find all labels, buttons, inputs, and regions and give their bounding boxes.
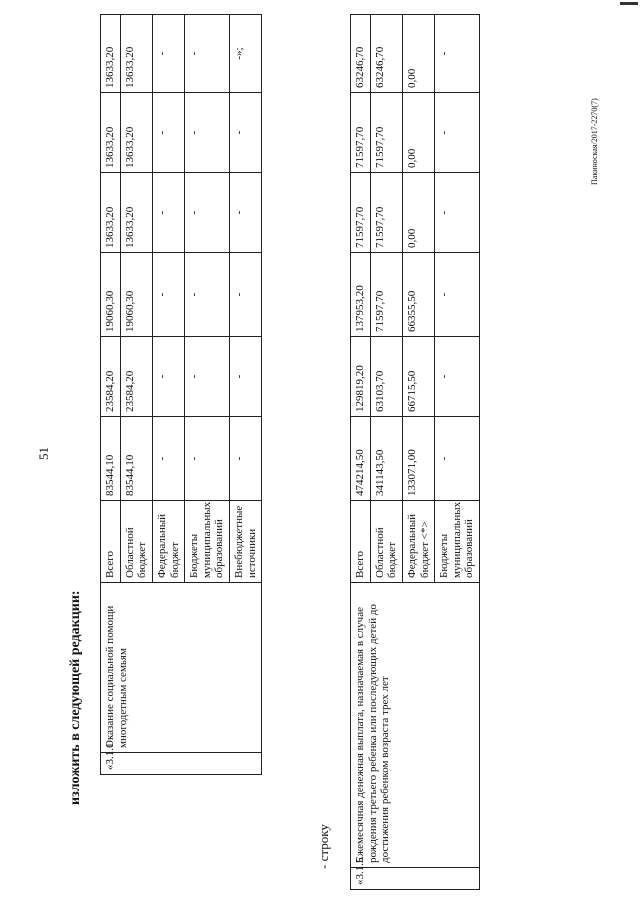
value-cell: 63246,70 (351, 15, 371, 93)
table-3-1-1 (100, 14, 262, 775)
value-cell: 0,00 (402, 173, 434, 253)
value-cell: 63246,70 (370, 15, 402, 93)
replace-line-text: - строку (316, 824, 331, 869)
row-name: Оказание социальной помощи многодетным семьям (101, 583, 262, 753)
value-cell: - (185, 173, 230, 253)
value-cell: 71597,70 (370, 253, 402, 337)
value-cell: - (230, 93, 262, 173)
value-cell: - (230, 337, 262, 417)
value-cell: - (435, 173, 480, 253)
value-cell: 63103,70 (370, 337, 402, 417)
page-number: 51 (36, 447, 51, 460)
value-cell: 13633,20 (101, 15, 121, 93)
value-cell: 129819,20 (351, 337, 371, 417)
source-cell: Областной бюджет (370, 501, 402, 583)
row-code: «3.1.5 (351, 868, 480, 890)
value-cell: - (152, 417, 184, 501)
table-3-1-5 (350, 14, 480, 890)
source-cell: Всего (101, 501, 121, 583)
value-cell: - (185, 15, 230, 93)
value-cell: - (435, 93, 480, 173)
value-cell: - (230, 253, 262, 337)
value-cell: 71597,70 (370, 173, 402, 253)
document-code: Пакиноская/2017-2270(7) (590, 98, 599, 185)
value-cell: - (185, 253, 230, 337)
value-cell: 66715,50 (402, 337, 434, 417)
source-cell: Бюджеты муниципальных образований (435, 501, 480, 583)
value-cell: 19060,30 (120, 253, 152, 337)
source-cell: Всего (351, 501, 371, 583)
value-cell: 13633,20 (101, 173, 121, 253)
value-cell: 137953,20 (351, 253, 371, 337)
value-cell: 13633,20 (120, 173, 152, 253)
value-cell: 83544,10 (101, 417, 121, 501)
value-cell: - (435, 417, 480, 501)
value-cell: 19060,30 (101, 253, 121, 337)
value-cell: - (435, 337, 480, 417)
value-cell: 71597,70 (351, 93, 371, 173)
table-row (351, 15, 371, 890)
value-cell: 341143,50 (370, 417, 402, 501)
row-code: «3.1.1 (101, 753, 262, 775)
source-cell: Федеральный бюджет (152, 501, 184, 583)
margin-mark (620, 2, 638, 5)
value-cell: -»; (230, 15, 262, 93)
value-cell: - (152, 253, 184, 337)
source-cell: Бюджеты муниципальных образований (185, 501, 230, 583)
intro-text: изложить в следующей редакции: (68, 590, 83, 805)
value-cell: - (152, 15, 184, 93)
value-cell: - (152, 337, 184, 417)
value-cell: 0,00 (402, 15, 434, 93)
value-cell: 23584,20 (101, 337, 121, 417)
value-cell: - (435, 15, 480, 93)
value-cell: - (185, 417, 230, 501)
value-cell: 13633,20 (101, 93, 121, 173)
value-cell: - (185, 337, 230, 417)
value-cell: - (152, 93, 184, 173)
value-cell: 71597,70 (370, 93, 402, 173)
value-cell: - (435, 253, 480, 337)
value-cell: 66355,50 (402, 253, 434, 337)
row-name: Ежемесячная денежная выплата, назначаемая в случае рождения третьего ребенка или последующих детей до достижения ребенком возраста трех лет (351, 583, 480, 868)
value-cell: 83544,10 (120, 417, 152, 501)
value-cell: 13633,20 (120, 93, 152, 173)
value-cell: - (230, 173, 262, 253)
value-cell: 0,00 (402, 93, 434, 173)
source-cell: Федеральный бюджет <*> (402, 501, 434, 583)
value-cell: - (152, 173, 184, 253)
value-cell: 13633,20 (120, 15, 152, 93)
value-cell: - (230, 417, 262, 501)
value-cell: 71597,70 (351, 173, 371, 253)
source-cell: Внебюджетные источники (230, 501, 262, 583)
value-cell: 23584,20 (120, 337, 152, 417)
source-cell: Областной бюджет (120, 501, 152, 583)
value-cell: 133071,00 (402, 417, 434, 501)
value-cell: - (185, 93, 230, 173)
table-row (101, 15, 121, 775)
value-cell: 474214,50 (351, 417, 371, 501)
